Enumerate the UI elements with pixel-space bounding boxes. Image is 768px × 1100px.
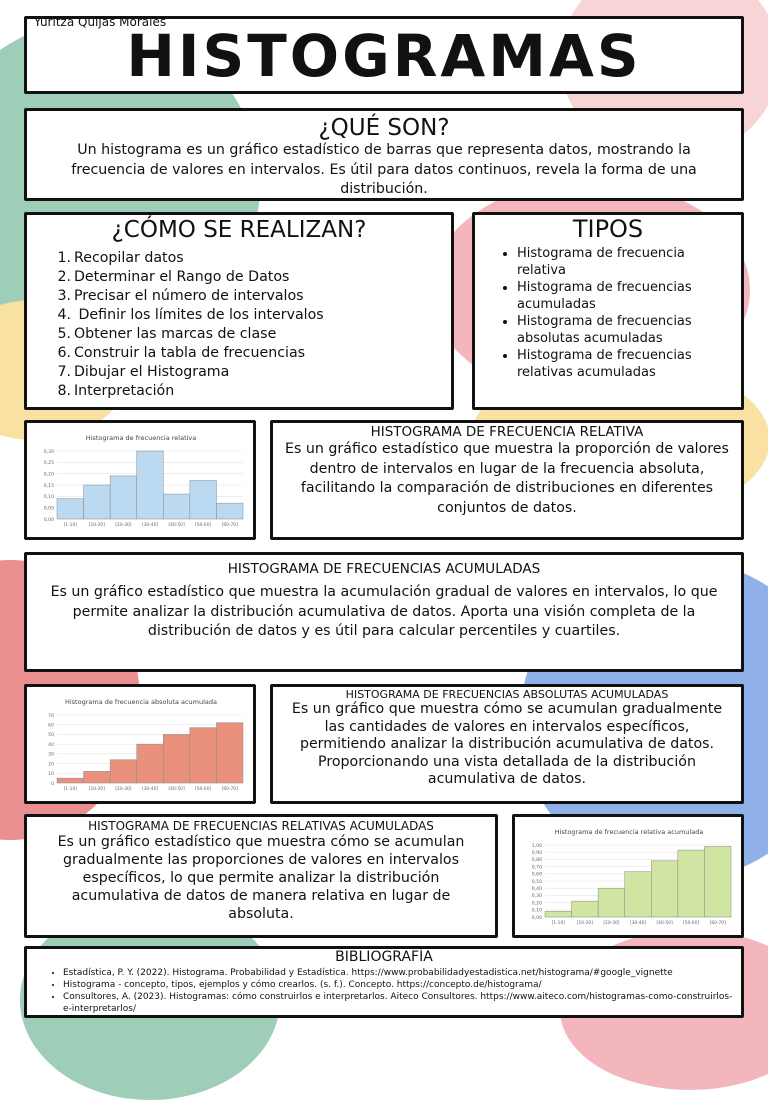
y-tick-label: 0,05 — [43, 506, 54, 512]
step-text: Interpretación — [74, 383, 175, 399]
chart-title: Histograma de frecuencia absoluta acumulada — [64, 698, 218, 706]
y-tick-label: 0,80 — [531, 858, 542, 864]
que-son-text: Un histograma es un gráfico estadístico de barras que representa datos, mostrando la frecuencia de valores en intervalos. Es útil para datos continuos, revela la forma de una distribución. — [71, 142, 697, 197]
tipos-list — [481, 245, 735, 381]
y-tick-label: 0,30 — [531, 894, 542, 900]
chart-title: Histograma de frecuencia relativa acumulada — [554, 828, 704, 836]
abs-acum-text: Es un gráfico que muestra cómo se acumulan gradualmente las cantidades de valores en intervalos específicos, permitiendo analizar la distribución acumulativa de datos. Proporcionando una vista detallada de la distribución acumulativa de datos. — [291, 701, 723, 787]
chart-absoluta-box — [24, 684, 256, 804]
chart-absoluta — [35, 695, 247, 795]
rel-acum-box — [24, 814, 498, 938]
x-tick-label: [1-10] — [551, 921, 565, 926]
step-item — [57, 287, 443, 306]
chart-title: Histograma de frecuencia relativa — [85, 434, 197, 442]
biblio-item: • Estadística, P. Y. (2022). Histograma. Probabilidad y Estadística. https://www.probabilidadyestadistica.net/histograma/#google_vignette — [63, 967, 733, 979]
chart-relativa — [35, 431, 247, 531]
step-text: Dibujar el Histograma — [74, 364, 230, 380]
step-item — [57, 325, 443, 344]
que-son-heading: ¿QUÉ SON? — [318, 115, 450, 141]
tipo-item: • Histograma de frecuencias absolutas acumuladas — [517, 313, 735, 347]
y-tick-label: 0,20 — [531, 901, 542, 907]
y-tick-label: 60 — [48, 723, 54, 729]
x-tick-label: [60-70] — [221, 787, 238, 792]
steps-list — [35, 249, 443, 401]
biblio-item: • Consultores, A. (2023). Histogramas: cómo construirlos e interpretarlos. Aiteco Consultores. https://www.aiteco.com/histogramas-como-construirlos-e-interpretarlos/ — [63, 991, 733, 1015]
x-tick-label: [20-30] — [603, 921, 620, 926]
chart-bar — [190, 480, 217, 519]
chart-bar — [110, 760, 137, 783]
y-tick-label: 0,50 — [531, 879, 542, 885]
y-tick-label: 50 — [48, 733, 54, 739]
y-tick-label: 0,00 — [43, 517, 54, 523]
y-tick-label: 0,30 — [43, 449, 54, 455]
step-item — [57, 344, 443, 363]
step-number: 2. — [57, 269, 71, 285]
x-tick-label: [20-30] — [115, 787, 132, 792]
como-box — [24, 212, 454, 410]
step-number: 4. — [57, 307, 71, 323]
y-tick-label: 40 — [48, 742, 54, 748]
chart-bar — [625, 872, 652, 917]
x-tick-label: [30-40] — [141, 523, 159, 528]
step-number: 5. — [57, 326, 71, 342]
step-number: 7. — [57, 364, 71, 380]
step-text: Recopilar datos — [74, 250, 184, 266]
rel-heading: HISTOGRAMA DE FRECUENCIA RELATIVA — [370, 424, 644, 440]
y-tick-label: 1,00 — [531, 843, 542, 849]
rel-acum-heading: HISTOGRAMA DE FRECUENCIAS RELATIVAS ACUMULADAS — [88, 819, 434, 833]
x-tick-label: [40-50] — [656, 921, 673, 926]
chart-bar — [57, 499, 84, 519]
y-tick-label: 0,20 — [43, 472, 54, 478]
x-tick-label: [40-50] — [168, 523, 185, 528]
rel-text: Es un gráfico estadístico que muestra la proporción de valores dentro de intervalos en lugar de la frecuencia absoluta, facilitando la comparación de distribuciones en diferentes conjuntos de datos. — [285, 441, 729, 516]
chart-bar — [137, 451, 164, 519]
author-name: Yuritza Quijas Morales — [34, 15, 167, 29]
chart-bar — [651, 861, 678, 917]
chart-bar — [190, 728, 217, 783]
x-tick-label: [10-20] — [88, 523, 105, 528]
x-tick-label: [30-40] — [141, 787, 159, 792]
y-tick-label: 70 — [48, 713, 54, 719]
x-tick-label: [60-70] — [709, 921, 726, 926]
x-tick-label: [50-60] — [195, 523, 212, 528]
y-tick-label: 0,40 — [531, 887, 542, 892]
step-number: 6. — [57, 345, 71, 361]
tipo-item: • Histograma de frecuencias acumuladas — [517, 279, 735, 313]
chart-bar — [57, 778, 84, 783]
acum-text: Es un gráfico estadístico que muestra la acumulación gradual de valores en intervalos, lo que permite analizar la distribución acumulativa de datos. Aporta una visión completa de la distribución de datos y es útil para calcular percentiles y cuartiles. — [50, 584, 718, 639]
chart-bar — [598, 888, 625, 917]
chart-bar — [216, 503, 243, 519]
x-tick-label: [1-10] — [63, 523, 77, 528]
y-tick-label: 20 — [48, 762, 54, 768]
y-tick-label: 0,10 — [43, 495, 54, 501]
step-text: Precisar el número de intervalos — [74, 288, 304, 304]
acum-heading: HISTOGRAMA DE FRECUENCIAS ACUMULADAS — [227, 561, 541, 577]
step-text: Definir los límites de los intervalos — [74, 307, 324, 323]
y-tick-label: 0,90 — [531, 851, 542, 856]
chart-bar — [163, 494, 190, 519]
como-heading: ¿CÓMO SE REALIZAN? — [111, 217, 367, 243]
x-tick-label: [50-60] — [683, 921, 700, 926]
step-number: 1. — [57, 250, 71, 266]
chart-bar — [704, 846, 731, 917]
y-tick-label: 0,25 — [43, 461, 54, 467]
tipos-heading: TIPOS — [572, 215, 644, 243]
chart-relativa-box — [24, 420, 256, 540]
step-item — [57, 249, 443, 268]
x-tick-label: [50-60] — [195, 787, 212, 792]
step-text: Determinar el Rango de Datos — [74, 269, 290, 285]
x-tick-label: [30-40] — [629, 921, 647, 926]
abs-acum-heading: HISTOGRAMA DE FRECUENCIAS ABSOLUTAS ACUMULADAS — [345, 688, 669, 701]
chart-relativa-acumulada — [523, 825, 735, 929]
abs-acum-box — [270, 684, 744, 804]
chart-bar — [678, 850, 705, 917]
y-tick-label: 0,15 — [43, 483, 54, 489]
tipo-item: • Histograma de frecuencias relativas acumuladas — [517, 347, 735, 381]
rel-acum-text: Es un gráfico estadístico que muestra cómo se acumulan gradualmente las proporciones de valores en intervalos específicos, lo que permite analizar la distribución acumulativa de datos de manera relativa en lugar de absoluta. — [57, 834, 465, 922]
x-tick-label: [10-20] — [88, 787, 105, 792]
que-son-box — [24, 108, 744, 201]
page-title: HISTOGRAMAS — [126, 22, 642, 90]
chart-bar — [163, 734, 190, 783]
y-tick-label: 0 — [51, 781, 54, 787]
step-item — [57, 306, 443, 325]
biblio-list — [35, 967, 733, 1015]
biblio-item: • Histograma - concepto, tipos, ejemplos y cómo crearlos. (s. f.). Concepto. https://concepto.de/histograma/ — [63, 979, 733, 991]
step-item — [57, 363, 443, 382]
y-tick-label: 0,00 — [531, 915, 542, 921]
x-tick-label: [10-20] — [576, 921, 593, 926]
step-item — [57, 382, 443, 401]
chart-bar — [110, 476, 137, 519]
step-text: Obtener las marcas de clase — [74, 326, 277, 342]
x-tick-label: [20-30] — [115, 523, 132, 528]
chart-bar — [545, 911, 572, 917]
y-tick-label: 10 — [48, 772, 54, 778]
x-tick-label: [1-10] — [63, 787, 77, 792]
chart-bar — [84, 485, 111, 519]
chart-bar — [84, 771, 111, 783]
step-item — [57, 268, 443, 287]
step-text: Construir la tabla de frecuencias — [74, 345, 306, 361]
biblio-heading: BIBLIOGRAFÍA — [335, 949, 433, 965]
y-tick-label: 0,70 — [531, 865, 542, 871]
chart-bar — [572, 901, 599, 917]
step-number: 3. — [57, 288, 71, 304]
chart-bar — [137, 744, 164, 783]
tipo-item: • Histograma de frecuencia relativa — [517, 245, 735, 279]
x-tick-label: [40-50] — [168, 787, 185, 792]
biblio-box — [24, 946, 744, 1018]
acum-box — [24, 552, 744, 672]
step-number: 8. — [57, 383, 71, 399]
y-tick-label: 0,10 — [531, 908, 542, 914]
y-tick-label: 30 — [48, 752, 54, 758]
rel-box — [270, 420, 744, 540]
y-tick-label: 0,60 — [531, 872, 542, 878]
chart-bar — [216, 723, 243, 783]
chart-relativa-acumulada-box — [512, 814, 744, 938]
tipos-box — [472, 212, 744, 410]
x-tick-label: [60-70] — [221, 523, 238, 528]
